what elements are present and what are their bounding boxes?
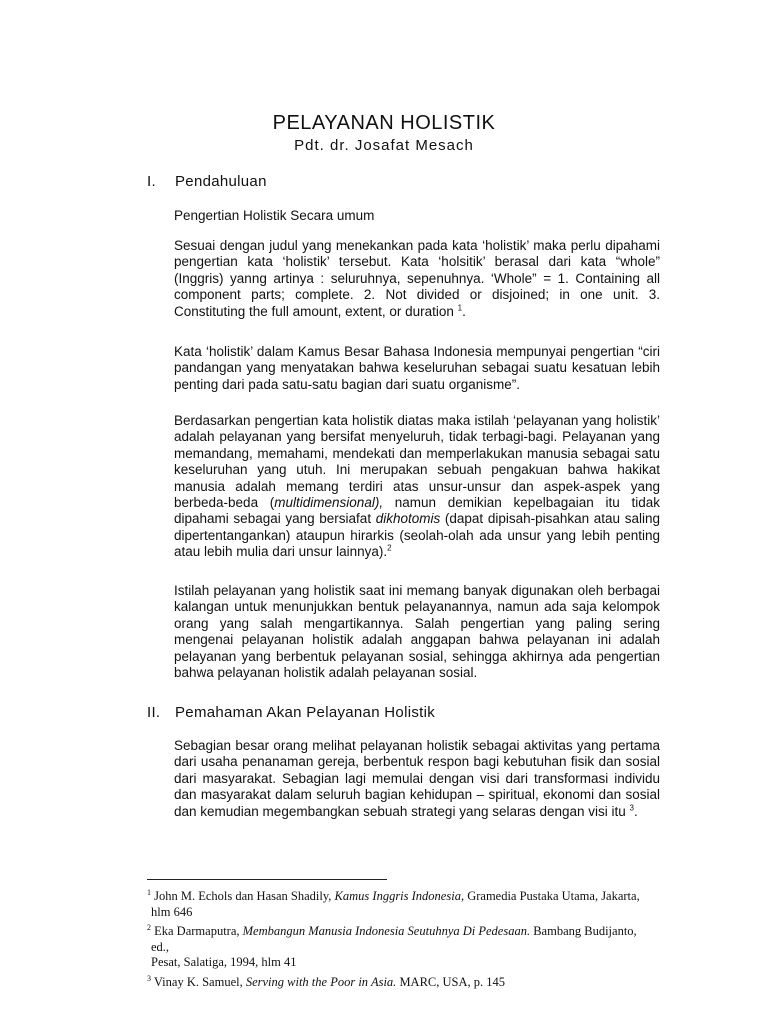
text-span: Vinay K. Samuel,	[151, 974, 246, 989]
paragraph	[174, 413, 660, 561]
italic-text: Serving with the Poor in Asia.	[245, 974, 397, 989]
footnote-line	[151, 924, 637, 938]
text-span: hlm 646	[151, 904, 193, 919]
text-span: Berdasarkan pengertian kata holistik diatas maka istilah ‘pelayanan yang holistik’ adalah pelayanan yang bersifat menyeluruh, tidak terbagi-bagi. Pelayanan yang memandang, memahami, mendekati dan memperlakukan manusia sebagai satu keseluruhan yang utuh. Ini merupakan sebuah pengakuan bahwa hakikat manusia adalah memang terdiri atas unsur-unsur dan aspek-aspek yang berbeda-beda (	[174, 413, 660, 511]
text-span: MARC, USA, p. 145	[396, 974, 506, 989]
footnote-line	[147, 955, 667, 971]
italic-text: Kamus Inggris Indonesia,	[334, 889, 465, 904]
text-span: namun demikian kepelbagaian itu tidak dipahami sebagai yang bersiafat	[174, 495, 660, 527]
footnote-line	[147, 905, 667, 921]
subheading: Pengertian Holistik Secara umum	[174, 208, 375, 223]
section-heading-1	[147, 173, 267, 190]
section-number: II.	[147, 704, 161, 721]
footnote-ref: 3	[629, 803, 634, 813]
italic-text: dikhotomis	[375, 511, 441, 527]
text-span: Sesuai dengan judul yang menekankan pada kata ‘holistik’ maka perlu dipahami pengertian kata ‘holistik’ tersebut. Kata ‘holsitik’ berasal dari kata “whole” (Inggris) yanng artinya : seluruhnya, sepenuhnya. ‘Whole” = 1. Containing all component parts; complete. 2. Not divided or disjoined; in one unit. 3. Constituting the full amount, extent, or duration	[174, 238, 660, 319]
footnote	[147, 971, 667, 991]
footnote	[147, 885, 667, 920]
footnotes	[147, 885, 667, 990]
text-span: Sebagian besar orang melihat pelayanan holistik sebagai aktivitas yang pertama dari usaha penanaman gereja, berbentuk respon bagi kebutuhan fisik dan sosial dari masyarakat. Sebagian lagi memulai dengan visi dari transformasi individu dan masyarakat dalam seluruh bagian kehidupan – spiritual, ekonomi dan sosial dan kemudian megembangkan sebuah strategi yang selaras dengan visi itu	[174, 738, 660, 819]
footnote-mark: 1	[147, 888, 151, 897]
footnote	[147, 920, 667, 971]
section-heading-2	[147, 704, 435, 721]
footnote-ref: 1	[457, 303, 463, 313]
section-title: Pemahaman Akan Pelayanan Holistik	[175, 704, 436, 721]
section-number: I.	[147, 173, 156, 190]
text-span: Pesat, Salatiga, 1994, hlm 41	[151, 955, 297, 970]
footnote-ref: 2	[387, 543, 392, 553]
text-span: .	[634, 803, 638, 819]
text-span: Bambang Budijanto,	[530, 924, 637, 939]
text-span: (dapat dipisah-pisahkan atau saling dipertentangankan) ataupun hirarkis (seolah-olah ada unsur yang lebih penting atau lebih mulia dari unsur lainnya).	[174, 511, 660, 560]
footnote-line	[147, 940, 667, 956]
text-span: Istilah pelayanan yang holistik saat ini memang banyak digunakan oleh berbagai kalangan untuk menunjukkan bentuk pelayanannya, namun ada saja kelompok orang yang salah mengartikannya. Salah pengertian yang paling sering mengenai pelayanan holistik adalah anggapan bahwa pelayanan ini adalah pelayanan yang berbentuk pelayanan sosial, sehingga akhirnya ada pengertian bahwa pelayanan holistik adalah pelayanan sosial.	[174, 583, 660, 681]
italic-text: multidimensional),	[274, 495, 384, 511]
document-author: Pdt. dr. Josafat Mesach	[294, 137, 474, 154]
footnote-line	[151, 975, 505, 989]
section-title: Pendahuluan	[175, 173, 267, 190]
footnote-line	[151, 889, 640, 903]
text-span: Kata ‘holistik’ dalam Kamus Besar Bahasa Indonesia mempunyai pengertian “ciri pandangan yang menyatakan bahwa keseluruhan sebagai suatu kesatuan lebih penting dari pada satu-satu bagian dari suatu organisme”.	[174, 344, 660, 392]
text-span: John M. Echols dan Hasan Shadily,	[151, 889, 335, 904]
text-span: ed.,	[151, 939, 170, 954]
footnote-mark: 3	[147, 973, 151, 983]
document-title: PELAYANAN HOLISTIK	[272, 112, 496, 134]
footnote-mark: 2	[147, 923, 151, 933]
paragraph	[174, 738, 660, 820]
italic-text: Membangun Manusia Indonesia Seutuhnya Di Pedesaan.	[242, 924, 531, 939]
paragraph	[174, 238, 660, 320]
footnote-divider	[147, 879, 387, 880]
text-span: Eka Darmaputra,	[151, 924, 243, 939]
text-span: Gramedia Pustaka Utama, Jakarta,	[464, 889, 640, 904]
paragraph	[174, 583, 660, 681]
paragraph	[174, 344, 660, 393]
text-span: .	[462, 303, 466, 319]
